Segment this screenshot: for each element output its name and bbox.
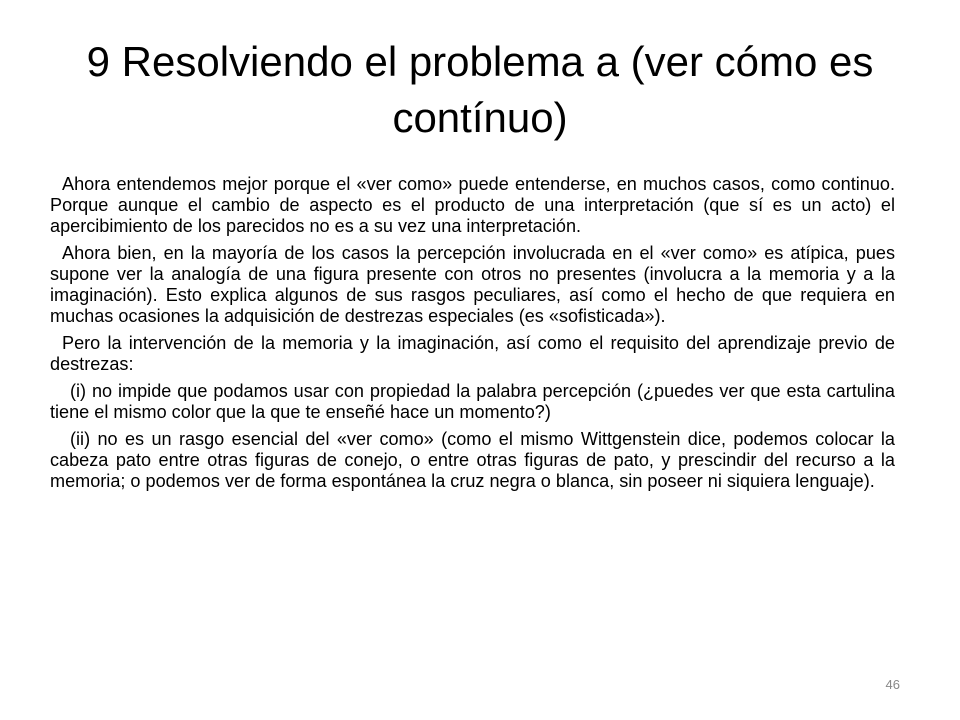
page-number: 46 [885, 677, 900, 692]
paragraph-memory-imagination: Pero la intervención de la memoria y la imaginación, así como el requisito del aprendizaje previo de destrezas: [50, 333, 895, 374]
slide-body [50, 174, 895, 498]
slide-title: 9 Resolviendo el problema a (ver cómo es contínuo) [86, 38, 874, 141]
list-item-ii: (ii) no es un rasgo esencial del «ver como» (como el mismo Wittgenstein dice, podemos colocar la cabeza pato entre otras figuras de conejo, o entre otras figuras de pato, y prescindir del recurso a la memoria; o podemos ver de forma espontánea la cruz negra o blanca, sin poseer ni siquiera lenguaje). [50, 429, 895, 491]
list-item-i: (i) no impide que podamos usar con propiedad la palabra percepción (¿puedes ver que esta cartulina tiene el mismo color que la que te enseñé hace un momento?) [50, 381, 895, 422]
paragraph-continuity: Ahora entendemos mejor porque el «ver como» puede entenderse, en muchos casos, como continuo. Porque aunque el cambio de aspecto es el producto de una interpretación (que sí es un acto) el apercibimiento de los parecidos no es a su vez una interpretación. [50, 174, 895, 236]
paragraph-atypical-perception: Ahora bien, en la mayoría de los casos la percepción involucrada en el «ver como» es atípica, pues supone ver la analogía de una figura presente con otros no presentes (involucra a la memoria y a la imaginación). Esto explica algunos de sus rasgos peculiares, así como el hecho de que requiera en muchas ocasiones la adquisición de destrezas especiales (es «sofisticada»). [50, 243, 895, 326]
